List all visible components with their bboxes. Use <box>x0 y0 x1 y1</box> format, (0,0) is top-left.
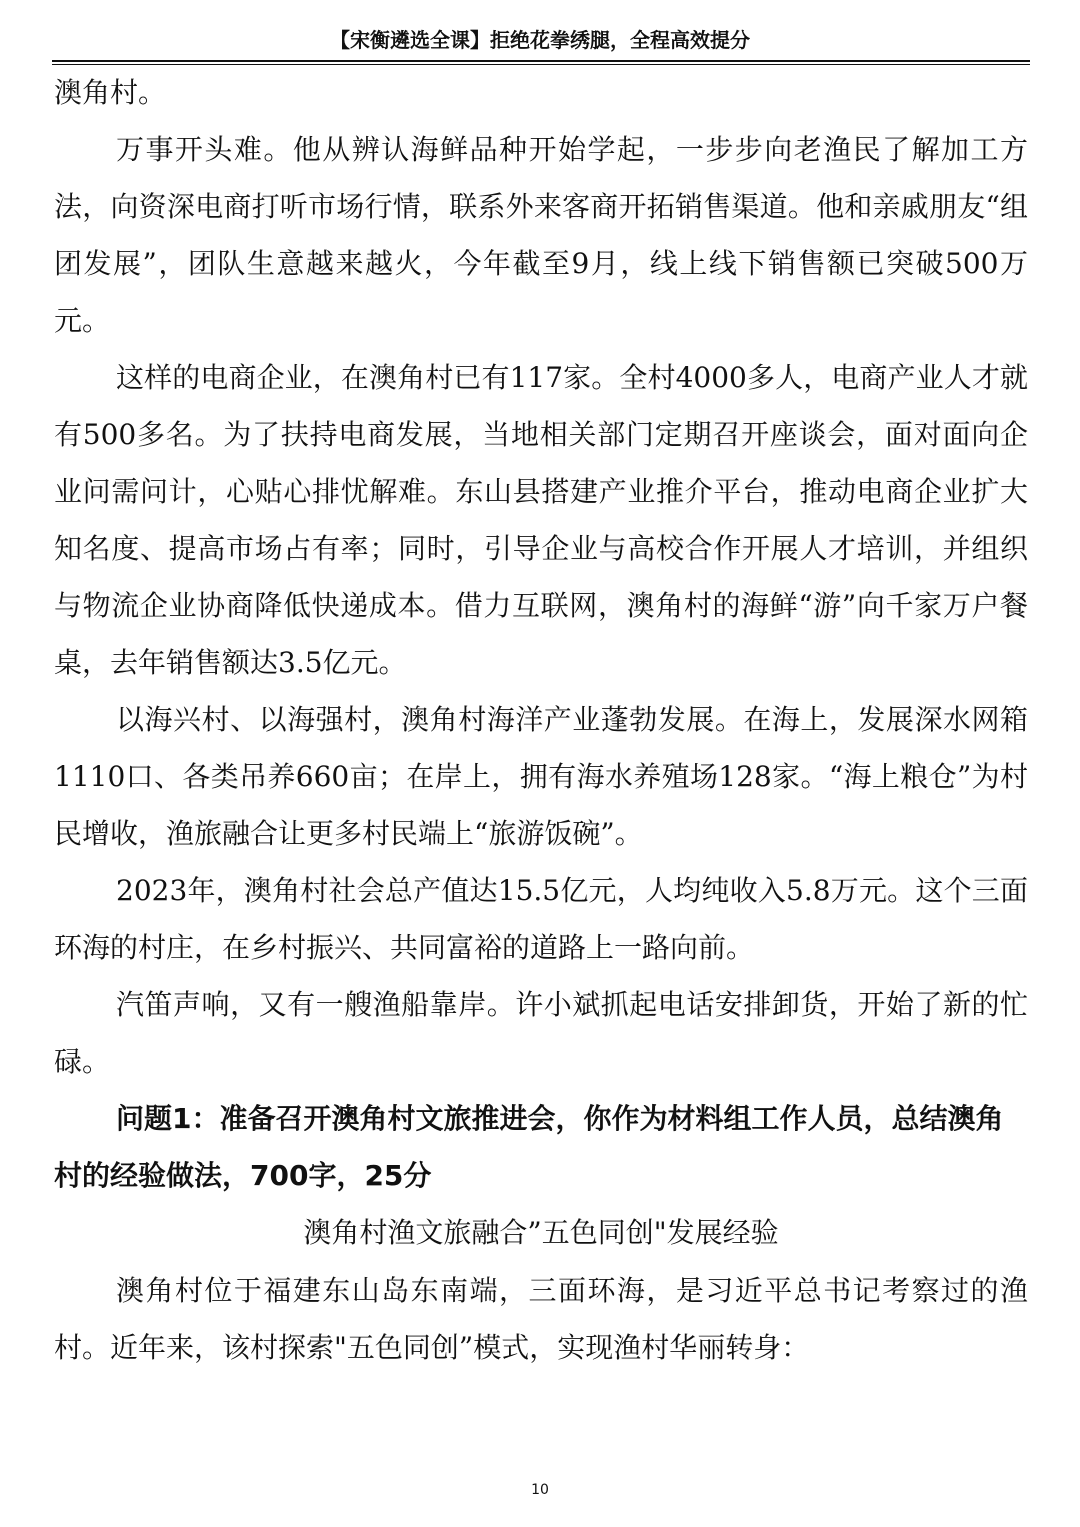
header-title: 【宋衡遴选全课】拒绝花拳绣腿，全程高效提分 <box>330 28 750 52</box>
body-paragraph: 2023年，澳角村社会总产值达15.5亿元，人均纯收入5.8万元。这个三面环海的村庄，在乡村振兴、共同富裕的道路上一路向前。 <box>54 874 1028 964</box>
body-paragraph: 这样的电商企业，在澳角村已有117家。全村4000多人，电商产业人才就有500多名。为了扶持电商发展，当地相关部门定期召开座谈会，面对面向企业问需问计，心贴心排忧解难。东山县搭建产业推介平台，推动电商企业扩大知名度、提高市场占有率；同时，引导企业与高校合作开展人才培训，并组织与物流企业协商降低快递成本。借力互联网，澳角村的海鲜“游”向千家万户餐桌，去年销售额达3.5亿元。 <box>54 361 1028 679</box>
body-paragraph: 汽笛声响，又有一艘渔船靠岸。许小斌抓起电话安排卸货，开始了新的忙碌。 <box>54 988 1028 1078</box>
answer-title: 澳角村渔文旅融合”五色同创"发展经验 <box>303 1216 779 1249</box>
answer-paragraph: 澳角村位于福建东山岛东南端，三面环海，是习近平总书记考察过的渔村。近年来，该村探索"五色同创”模式，实现渔村华丽转身： <box>54 1274 1028 1364</box>
document-body <box>54 64 1028 1376</box>
question-heading: 问题1：准备召开澳角村文旅推进会，你作为材料组工作人员，总结澳角村的经验做法，700字，25分 <box>54 1102 1004 1192</box>
header-divider <box>52 60 1030 62</box>
page-number: 10 <box>531 1482 549 1498</box>
body-paragraph-continued: 澳角村。 <box>54 76 167 109</box>
body-paragraph: 以海兴村、以海强村，澳角村海洋产业蓬勃发展。在海上，发展深水网箱1110口、各类吊养660亩；在岸上，拥有海水养殖场128家。“海上粮仓”为村民增收，渔旅融合让更多村民端上“旅游饭碗”。 <box>54 703 1028 850</box>
body-paragraph: 万事开头难。他从辨认海鲜品种开始学起，一步步向老渔民了解加工方法，向资深电商打听市场行情，联系外来客商开拓销售渠道。他和亲戚朋友“组团发展”，团队生意越来越火，今年截至9月，线上线下销售额已突破500万元。 <box>54 133 1028 337</box>
